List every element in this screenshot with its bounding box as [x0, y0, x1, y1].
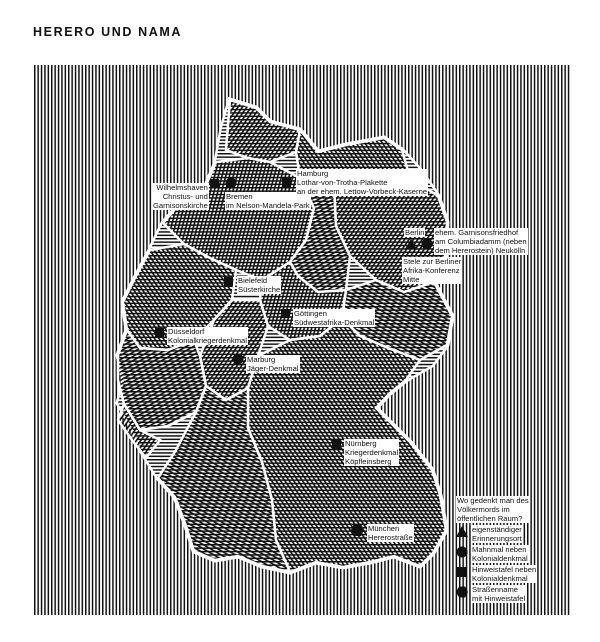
- legend-item-triangle: eigenständiger Erinnerungsort: [456, 525, 582, 543]
- marker-wilhelmshaven: [210, 179, 219, 188]
- marker-hamburg: [282, 178, 291, 187]
- label-muenchen: München Hererostraße: [368, 524, 413, 542]
- label-berlin: ehem. Garnisonsfriedhof am Columbiadamm (neben dem Hererostein) Neukölln: [435, 228, 527, 255]
- label-hamburg: Hamburg Lothar-von-Trotha-Plakette an der ehem. Lettow-Vorbeck-Kaserne: [297, 169, 428, 196]
- marker-berlin-circle: [422, 239, 433, 250]
- marker-marburg: [233, 354, 244, 365]
- marker-goettingen: [281, 309, 290, 318]
- marker-duesseldorf: [155, 328, 164, 337]
- marker-bremen: [226, 178, 237, 189]
- label-marburg: Marburg Jäger-Denkmal: [247, 355, 299, 373]
- legend-item-square: Hinweistafel neben Kolonialdenkmal: [456, 565, 582, 583]
- square-icon: [456, 566, 468, 578]
- label-berlin-name: Berlin: [405, 228, 425, 237]
- label-nuernberg: Nürnberg Kriegerdenkmal Köpfleinsberg: [345, 439, 399, 466]
- label-bremen: Bremen im Nelson-Mandela-Park: [226, 192, 310, 210]
- label-berlin-stele: Stele zur Berliner Afrika-Konferenz Mitte: [403, 257, 462, 284]
- map-title: HERERO UND NAMA: [33, 25, 182, 39]
- triangle-icon: [456, 526, 468, 538]
- label-goettingen: Göttingen Südwestafrika-Denkmal: [294, 309, 375, 327]
- legend-item-hexagon: Straßenname mit Hinweistafel: [456, 585, 582, 603]
- label-bielefeld: Bielefeld Süsterkirche: [238, 276, 281, 294]
- marker-nuernberg: [332, 440, 341, 449]
- hexagon-icon: [456, 586, 468, 598]
- label-wilhelmshaven: Wilhelmshaven Christus- und Garnisonskirche: [153, 183, 208, 210]
- map-legend: [456, 496, 582, 603]
- marker-bielefeld: [224, 277, 233, 286]
- label-duesseldorf: Düsseldorf Kolonialkriegerdenkmal: [168, 327, 247, 345]
- legend-item-circle: Mahnmal neben Kolonialdenkmal: [456, 545, 582, 563]
- circle-icon: [456, 546, 468, 558]
- legend-question: Wo gedenkt man des Völkermords im öffentlichen Raum?: [457, 496, 529, 523]
